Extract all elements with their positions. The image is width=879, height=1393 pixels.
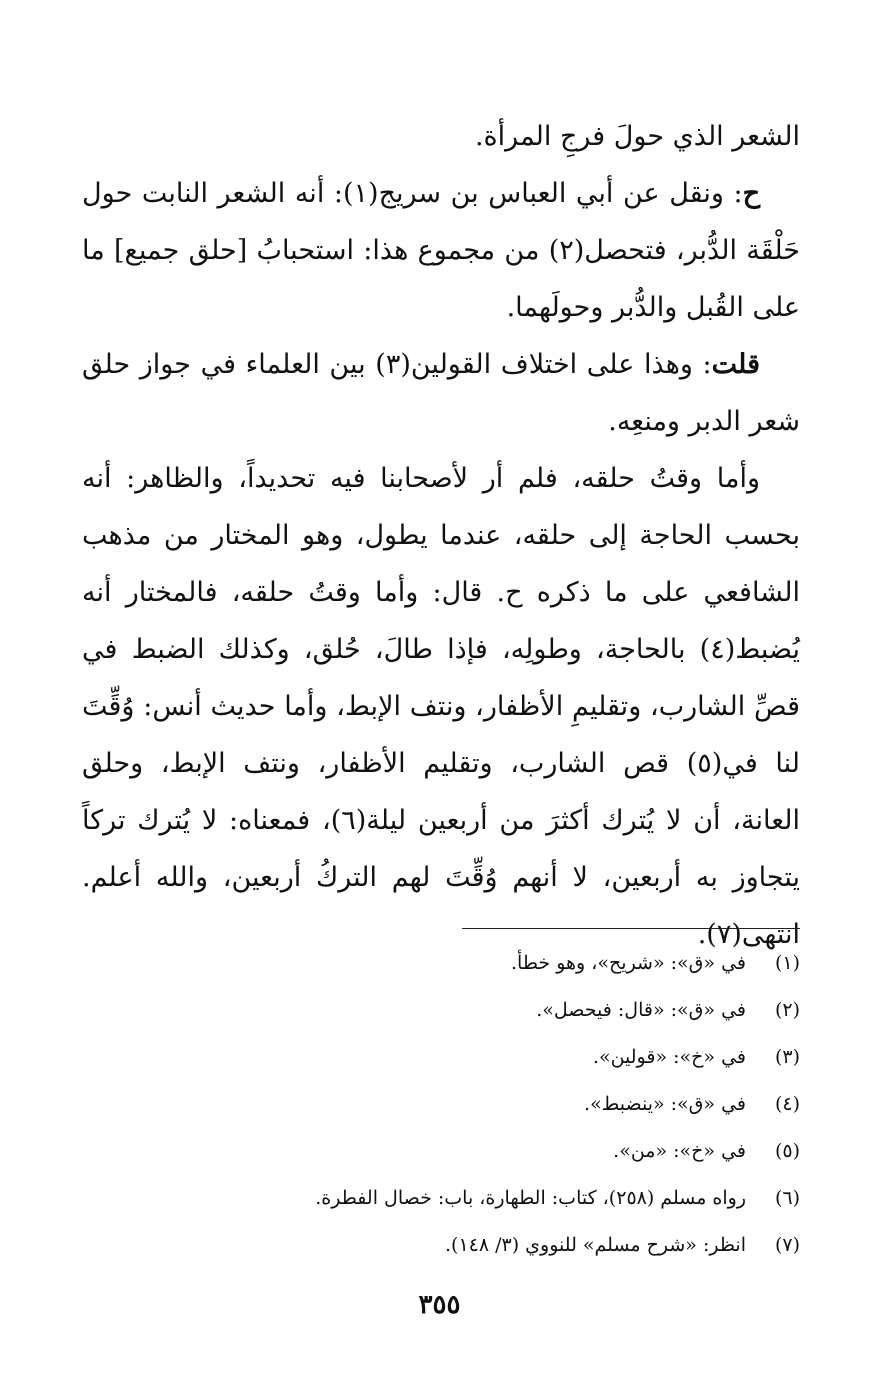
footnote-divider [462,928,800,929]
paragraph-lead: قلت [711,349,760,380]
paragraph-1 [82,108,800,165]
paragraph-text: الشعر الذي حولَ فرجِ المرأة. [474,121,800,152]
footnote-item [160,1034,800,1081]
footnote-text: في «ق»: «قال: فيحصل». [536,999,746,1021]
footnote-text: في «ق»: «ينضبط». [584,1093,746,1115]
footnote-number: (٣) [774,1046,800,1068]
footnote-text: في «ق»: «شريح»، وهو خطأ. [511,952,746,974]
main-text [82,108,800,963]
footnote-item [160,1081,800,1128]
footnotes [160,940,800,1269]
footnote-item [160,987,800,1034]
footnote-text: رواه مسلم (٢٥٨)، كتاب: الطهارة، باب: خصال الفطرة. [315,1187,746,1209]
footnote-number: (٤) [774,1093,800,1115]
footnote-number: (٢) [774,999,800,1021]
footnote-number: (١) [774,952,800,974]
footnote-number: (٦) [774,1187,800,1209]
footnote-item [160,1222,800,1269]
paragraph-4 [82,450,800,963]
paragraph-text: وأما وقتُ حلقه، فلم أر لأصحابنا فيه تحديداً، والظاهر: أنه بحسب الحاجة إلى حلقه، عندما يطول، وهو المختار من مذهب الشافعي على ما ذكره ح. قال: وأما وقتُ حلقه، فالمختار أنه يُضبط(٤) بالحاجة، وطولِه، فإذا طالَ، حُلق، وكذلك الضبط في قصِّ الشارب، وتقليمِ الأظفار، ونتف الإبط، وأما حديث أنس: وُقِّتَ لنا في(٥) قص الشارب، وتقليم الأظفار، ونتف الإبط، وحلق العانة، أن لا يُترك أكثرَ من أربعين ليلة(٦)، فمعناه: لا يُترك تركاً يتجاوز به أربعين، لا أنهم وُقِّتَ لهم التركُ أربعين، والله أعلم. انتهى(٧). [82,463,800,950]
paragraph-lead: ح [742,178,760,209]
paragraph-2 [82,165,800,336]
paragraph-text: : وهذا على اختلاف القولين(٣) بين العلماء في جواز حلق شعر الدبر ومنعِه. [82,349,800,437]
footnote-item [160,1175,800,1222]
footnote-text: انظر: «شرح مسلم» للنووي (٣/ ١٤٨). [444,1234,746,1256]
footnote-item [160,940,800,987]
footnote-item [160,1128,800,1175]
footnote-text: في «خ»: «قولين». [592,1046,746,1068]
footnote-text: في «خ»: «من». [613,1140,746,1162]
footnote-number: (٧) [774,1234,800,1256]
paragraph-text: : ونقل عن أبي العباس بن سريج(١): أنه الشعر النابت حول حَلْقَة الدُّبر، فتحصل(٢) من مجموع هذا: استحبابُ [حلق جميع] ما على القُبل والدُّبر وحولَهما. [82,178,800,323]
paragraph-3 [82,336,800,450]
footnote-number: (٥) [774,1140,800,1162]
page-number: ٣٥٥ [418,1290,461,1320]
